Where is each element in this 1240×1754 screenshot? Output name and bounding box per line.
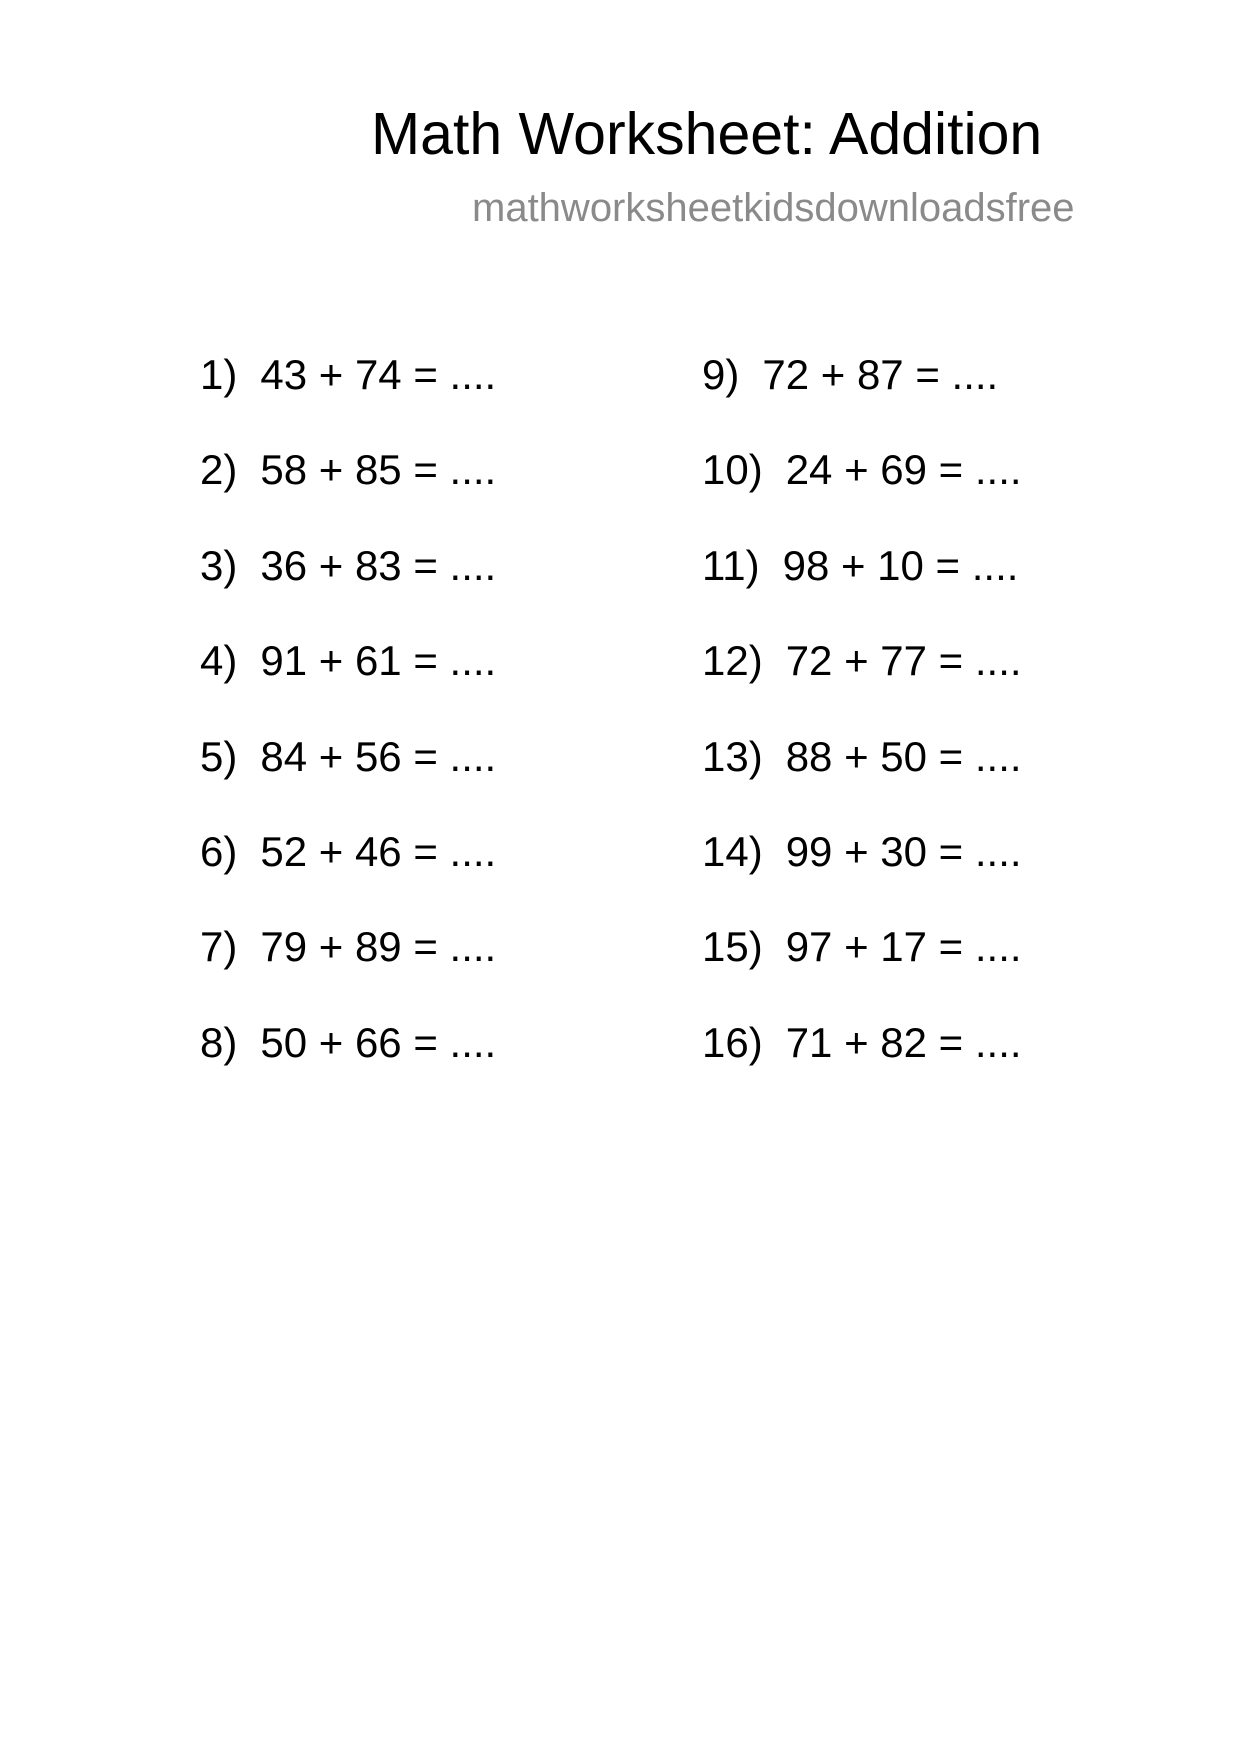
problem-expression: 79 + 89 = ....	[260, 923, 497, 971]
problem-number: 4)	[200, 637, 238, 685]
problem-7	[200, 922, 496, 1017]
problem-expression: 91 + 61 = ....	[260, 637, 497, 685]
problem-expression: 52 + 46 = ....	[260, 827, 497, 875]
problem-4	[200, 636, 496, 731]
worksheet-subtitle: mathworksheetkidsdownloadsfree	[472, 186, 1075, 230]
problem-expression: 36 + 83 = ....	[260, 541, 497, 589]
problem-12	[702, 636, 1022, 731]
problem-number: 10)	[702, 446, 763, 494]
problem-number: 11)	[702, 541, 760, 589]
problem-expression: 72 + 77 = ....	[785, 637, 1022, 685]
problem-expression: 58 + 85 = ....	[260, 446, 497, 494]
problem-15	[702, 922, 1022, 1017]
problem-expression: 99 + 30 = ....	[785, 827, 1022, 875]
problem-number: 5)	[200, 732, 238, 780]
problem-number: 1)	[200, 351, 238, 398]
problem-6	[200, 827, 496, 922]
problem-number: 13)	[702, 732, 763, 780]
problem-expression: 72 + 87 = ....	[762, 351, 999, 398]
problem-1	[200, 350, 496, 445]
problem-2	[200, 445, 496, 540]
problem-number: 9)	[702, 351, 740, 398]
problem-number: 12)	[702, 637, 763, 685]
problem-expression: 88 + 50 = ....	[785, 732, 1022, 780]
problem-column-left	[200, 350, 496, 1113]
problem-expression: 50 + 66 = ....	[260, 1018, 497, 1066]
problem-expression: 71 + 82 = ....	[785, 1018, 1022, 1066]
problem-number: 3)	[200, 541, 238, 589]
problem-5	[200, 732, 496, 827]
problem-number: 7)	[200, 923, 238, 971]
problem-8	[200, 1018, 496, 1113]
problem-9	[702, 350, 1022, 445]
problem-16	[702, 1018, 1022, 1113]
problem-10	[702, 445, 1022, 540]
problem-13	[702, 732, 1022, 827]
problem-column-right	[702, 350, 1022, 1113]
problem-number: 14)	[702, 827, 763, 875]
problem-number: 2)	[200, 446, 238, 494]
problem-number: 6)	[200, 827, 238, 875]
problem-number: 8)	[200, 1018, 238, 1066]
problem-expression: 98 + 10 = ....	[782, 541, 1019, 589]
problem-14	[702, 827, 1022, 922]
problem-expression: 24 + 69 = ....	[785, 446, 1022, 494]
worksheet-title: Math Worksheet: Addition	[371, 101, 1043, 167]
problem-number: 16)	[702, 1018, 763, 1066]
problem-expression: 84 + 56 = ....	[260, 732, 497, 780]
problem-expression: 97 + 17 = ....	[785, 923, 1022, 971]
problem-11	[702, 541, 1022, 636]
problem-expression: 43 + 74 = ....	[260, 351, 497, 398]
problem-3	[200, 541, 496, 636]
problem-number: 15)	[702, 923, 763, 971]
